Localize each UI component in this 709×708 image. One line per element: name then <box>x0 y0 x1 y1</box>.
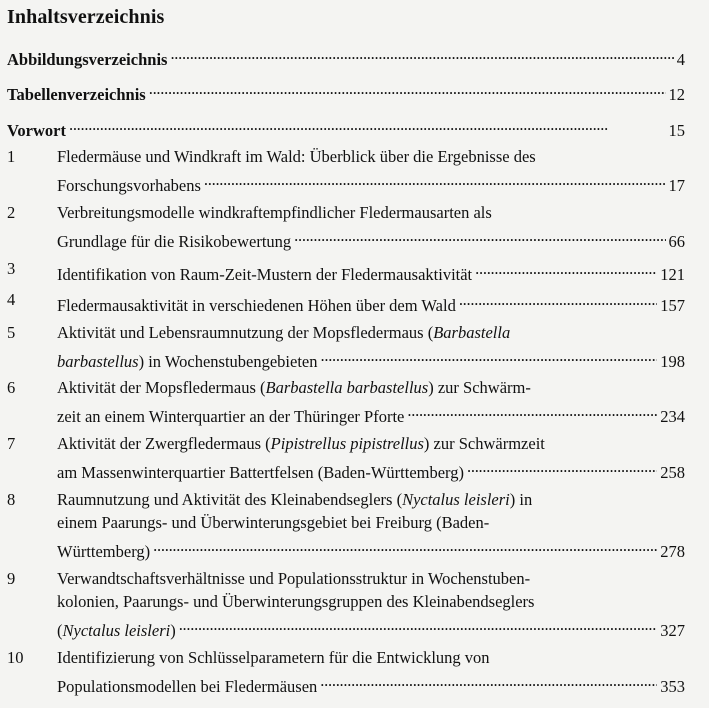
entry-page: 353 <box>660 677 685 696</box>
entry-label-cont: ) in Wochenstubengebieten <box>138 352 318 371</box>
entry-label-tail: ) in <box>509 490 533 509</box>
chapter-number: 5 <box>7 323 16 342</box>
toc-page: Inhaltsverzeichnis Abbildungsverzeichnis . . . 4 Tabellenverzeichnis . . . 12 Vorwort . . . 15 1 Fledermäuse und Windkraft im Wald: Überblick über die Ergebnisse des Forschungsvorhabens . . . 17 2 Verbreitungsmodelle windkraftempfindlicher Fledermausarten als Grundlage für die Risikobewertung . . . 66 3 Identifikation von Raum-Zeit-Mustern der Fledermausaktivität . . . 121 4 Fledermausaktivität in verschiedenen Höhen über dem Wald . . . 157 5 Aktivität und Lebensraumnutzung der Mopsfledermaus (Barbastella barbastellus) in Wochenstubengebieten . . . 198 6 Aktivität der Mopsfledermaus (Barbastella barbastellus) zur Schwärm- zeit an einem Winterquartier an der Thüringer Pforte . . . 234 7 Aktivität der Zwergfledermaus (Pipistrellus pipistrellus) zur Schwärmzeit am Massenwinterquartier Battertfelsen (Baden-Württemberg) . . . 258 8 Raumnutzung und Aktivität des Kleinabendseglers (Nyctalus leisleri) in einem Paarungs- und Überwinterungsgebiet bei Freiburg (Baden- Württemberg) . . . 278 9 Verwandtschaftsverhältnisse und Populationsstruktur in Wochenstuben- kolonien, Paarungs- und Überwinterungsgruppen des Kleinabendseglers (Nyctalus leisleri) . . . 327 10 Identifizierung von Schlüsselparametern für die Entwicklung von Populationsmodellen bei Fledermäusen . . . 353 <box>0 0 709 708</box>
entry-label-tail: ) zur Schwärm- <box>428 378 531 397</box>
entry-label-cont: am Massenwinterquartier Battertfelsen (Baden-Württemberg) <box>57 463 464 482</box>
entry-label: Abbildungsverzeichnis <box>7 50 168 69</box>
entry-label: Fledermäuse und Windkraft im Wald: Überblick über die Ergebnisse des <box>57 147 536 166</box>
entry-label: Aktivität der Zwergfledermaus ( <box>57 434 271 453</box>
entry-label: Verbreitungsmodelle windkraftempfindlicher Fledermausarten als <box>57 203 492 222</box>
entry-label-cont: zeit an einem Winterquartier an der Thüringer Pforte <box>57 407 405 426</box>
toc-entry-tabellenverzeichnis[interactable] <box>0 78 709 104</box>
entry-page: 12 <box>668 85 685 104</box>
chapter-number: 6 <box>7 378 16 397</box>
chapter-number: 2 <box>7 203 16 222</box>
chapter-number: 9 <box>7 569 16 588</box>
entry-label-cont: Forschungsvorhabens <box>57 176 201 195</box>
species-name: Nyctalus leisleri <box>402 490 510 509</box>
entry-label-tail: ) zur Schwärmzeit <box>423 434 545 453</box>
entry-page: 198 <box>660 352 685 371</box>
chapter-number: 4 <box>7 290 16 309</box>
entry-page: 66 <box>668 232 685 251</box>
entry-label: Identifikation von Raum-Zeit-Mustern der Fledermausaktivität <box>57 265 473 284</box>
entry-label-cont: Württemberg) <box>57 542 151 561</box>
entry-page: 17 <box>668 176 685 195</box>
entry-label: Fledermausaktivität in verschiedenen Höhen über dem Wald <box>57 296 456 315</box>
entry-page: 121 <box>660 265 685 284</box>
entry-label-cont: Grundlage für die Risikobewertung <box>57 232 292 251</box>
entry-label: Identifizierung von Schlüsselparametern für die Entwicklung von <box>57 648 490 667</box>
entry-label: Raumnutzung und Aktivität des Kleinabendseglers ( <box>57 490 403 509</box>
entry-page: 157 <box>660 296 685 315</box>
entry-page: 15 <box>668 121 685 140</box>
species-name: Nyctalus leisleri <box>62 621 171 640</box>
entry-label-cont: kolonien, Paarungs- und Überwinterungsgruppen des Kleinabendseglers <box>57 592 535 611</box>
page-title: Inhaltsverzeichnis <box>7 6 165 28</box>
entry-label: Verwandtschaftsverhältnisse und Populationsstruktur in Wochenstuben- <box>57 569 531 588</box>
entry-page: 234 <box>660 407 685 426</box>
species-name: Barbastella barbastellus <box>265 378 429 397</box>
entry-label-cont: einem Paarungs- und Überwinterungsgebiet bei Freiburg (Baden- <box>57 513 490 532</box>
species-name: Pipistrellus pipistrellus <box>270 434 424 453</box>
species-name: Barbastella <box>433 323 511 342</box>
toc-entry-abbildungsverzeichnis[interactable] <box>0 43 709 69</box>
entry-page: 258 <box>660 463 685 482</box>
chapter-number: 10 <box>7 648 24 667</box>
chapter-number: 3 <box>7 259 16 278</box>
entry-label: Tabellenverzeichnis <box>7 85 146 104</box>
entry-label: Aktivität und Lebensraumnutzung der Mopsfledermaus ( <box>57 323 434 342</box>
entry-label-cont: Populationsmodellen bei Fledermäusen <box>57 677 318 696</box>
toc-entry-vorwort[interactable] <box>0 114 709 140</box>
entry-label: Vorwort <box>7 121 66 140</box>
entry-page: 327 <box>660 621 685 640</box>
species-name: barbastellus <box>57 352 139 371</box>
entry-page: 4 <box>676 50 685 69</box>
chapter-number: 8 <box>7 490 16 509</box>
entry-page: 278 <box>660 542 685 561</box>
entry-label: Aktivität der Mopsfledermaus ( <box>57 378 266 397</box>
chapter-number: 1 <box>7 147 16 166</box>
chapter-number: 7 <box>7 434 16 453</box>
